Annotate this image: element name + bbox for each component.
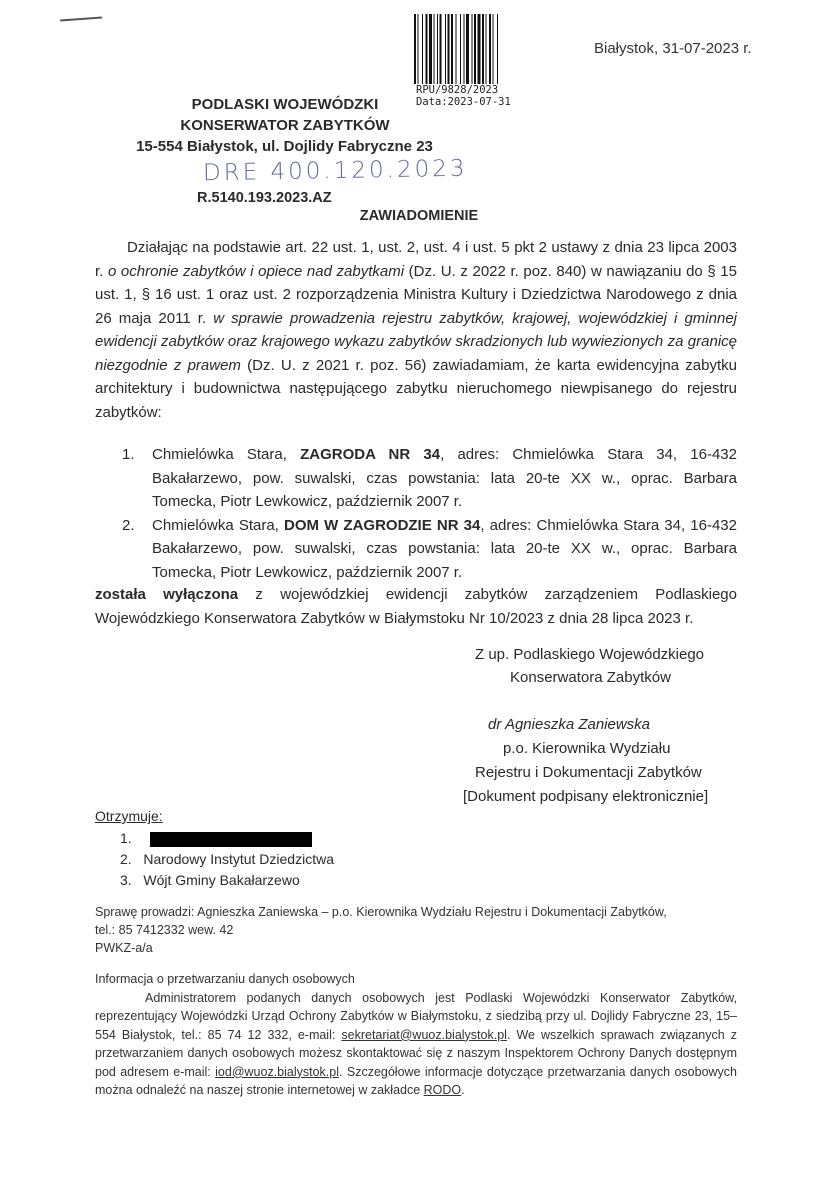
case-handler xyxy=(95,903,667,957)
item-bold: ZAGRODA NR 34 xyxy=(300,446,441,463)
list-number: 2. xyxy=(120,851,132,867)
handwritten-number: DRE 400.120.2023 xyxy=(202,155,468,187)
para-text-2: (Dz. U. z 2022 r. poz. 840) w nawiązaniu do § 15 ust. 1, § 16 ust. 1 oraz ust. 2 rozporządzenia Ministra Kultury i Dziedzictwa Narodowego z dnia 26 maja 2011 r. xyxy=(95,262,737,327)
institution-line2: KONSERWATOR ZABYTKÓW xyxy=(180,117,390,134)
item-text: , adres: Chmielówka Stara 34, 16-432 Bakałarzewo, pow. suwalski, czas powstania: lata 20-te XX w., oprac. Barbara Tomecka, Piotr Lewkowicz, październik 2007 r. xyxy=(152,446,737,510)
email-link-secretariat[interactable]: sekretariat@wuoz.bialystok.pl xyxy=(341,1027,507,1042)
signer-role-2: Rejestru i Dokumentacji Zabytków xyxy=(475,764,702,781)
signer-name: dr Agnieszka Zaniewska xyxy=(488,716,651,733)
document-title: ZAWIADOMIENIE xyxy=(359,208,479,224)
redaction-bar xyxy=(150,832,312,847)
case-handler-line: Sprawę prowadzi: Agnieszka Zaniewska – p.o. Kierownika Wydziału Rejestru i Dokumentacji Zabytków, xyxy=(95,905,667,919)
list-number: 1. xyxy=(120,830,132,846)
recipients-list xyxy=(120,828,334,891)
regulation-title: w sprawie prowadzenia rejestru zabytków, krajowej, wojewódzkiej i gminnej ewidencji zabytków oraz krajowego wykazu zabytków skradzionych lub wywiezionych za granicę niezgodnie z prawem xyxy=(95,309,737,374)
list-number: 2. xyxy=(122,516,135,534)
place-date: Białystok, 31-07-2023 r. xyxy=(594,40,752,57)
privacy-title: Informacja o przetwarzaniu danych osobowych xyxy=(95,972,355,986)
privacy-text: . xyxy=(461,1083,465,1098)
barcode-code: RPU/9828/2023 xyxy=(416,84,499,96)
email-link-iod[interactable]: iod@wuoz.bialystok.pl xyxy=(215,1064,339,1079)
e-signature-note: [Dokument podpisany elektronicznie] xyxy=(463,788,709,805)
recipient-name: Narodowy Instytut Dziedzictwa xyxy=(143,851,334,867)
on-behalf-2: Konserwatora Zabytków xyxy=(510,669,671,686)
para-text-3: (Dz. U. z 2021 r. poz. 56) zawiadamiam, że karta ewidencyjna zabytku architektury i budownictwa następującego zabytku nieruchomego niewpisanego do rejestru zabytków: xyxy=(95,356,737,421)
item-text: Chmielówka Stara, xyxy=(152,516,284,534)
law-title: o ochronie zabytków i opiece nad zabytkami xyxy=(107,262,405,280)
privacy-text: . Szczegółowe informacje dotyczące przetwarzania danych osobowych można odnaleźć na naszej stronie internetowej w zakładce xyxy=(95,1064,737,1098)
barcode-icon xyxy=(414,14,530,84)
recipient-name: Wójt Gminy Bakałarzewo xyxy=(143,872,300,888)
para-text-1: Działając na podstawie art. 22 ust. 1, ust. 2, ust. 4 i ust. 5 pkt 2 ustawy z dnia 23 lipca 2003 r. xyxy=(95,239,737,280)
recipients-label-text: Otrzymuje: xyxy=(95,808,163,824)
institution-address: 15-554 Białystok, ul. Dojlidy Fabryczne 23 xyxy=(136,138,433,155)
recipients-label xyxy=(95,808,163,824)
list-number: 1. xyxy=(122,446,135,463)
privacy-text: Administratorem podanych danych osobowych jest Podlaski Wojewódzki Konserwator Zabytków, reprezentujący Wojewódzki Urząd Ochrony Zabytków w Białymstoku, z siedzibą przy ul. Dojlidy Fabryczne 23, 15–554 Białystok, tel.: 85 74 12 332, e-mail: xyxy=(95,991,737,1042)
monument-list xyxy=(122,443,737,584)
signer-role-1: p.o. Kierownika Wydziału xyxy=(503,740,671,757)
privacy-paragraph xyxy=(95,989,737,1099)
list-number: 3. xyxy=(120,872,132,888)
rodo-link[interactable]: RODO xyxy=(423,1083,462,1098)
list-item xyxy=(120,828,334,849)
item-text: , adres: Chmielówka Stara 34, 16-432 Bakałarzewo, pow. suwalski, czas powstania: lata 20-te XX w., oprac. Barbara Tomecka, Piotr Lewkowicz, październik 2007 r. xyxy=(152,516,737,581)
exclusion-text: z wojewódzkiej ewidencji zabytków zarządzeniem Podlaskiego Wojewódzkiego Konserwatora Zabytków w Białymstoku Nr 10/2023 z dnia 28 lipca 2023 r. xyxy=(95,586,737,627)
item-bold: DOM W ZAGRODZIE NR 34 xyxy=(283,516,481,534)
barcode-date: Data:2023-07-31 xyxy=(416,96,511,108)
list-item xyxy=(120,849,334,870)
reference-number: R.5140.193.2023.AZ xyxy=(197,190,332,206)
privacy-text: . We wszelkich sprawach związanych z przetwarzaniem danych osobowych możesz skontaktować się z naszym Inspektorem Ochrony Danych dostępnym pod adresem e-mail: xyxy=(95,1027,737,1079)
item-text: Chmielówka Stara, xyxy=(152,446,301,463)
list-item xyxy=(120,870,334,891)
main-paragraph xyxy=(95,236,737,424)
list-item xyxy=(122,443,737,514)
on-behalf-1: Z up. Podlaskiego Wojewódzkiego xyxy=(475,646,705,663)
exclusion-paragraph xyxy=(95,583,737,630)
list-item xyxy=(122,514,737,585)
barcode-label xyxy=(416,84,511,108)
institution-line1: PODLASKI WOJEWÓDZKI xyxy=(191,96,379,113)
case-handler-phone: tel.: 85 7412332 wew. 42 xyxy=(95,923,234,937)
exclusion-bold: została wyłączona xyxy=(95,586,239,603)
case-handler-code: PWKZ-a/a xyxy=(95,941,153,955)
pen-stroke-mark xyxy=(60,17,102,22)
